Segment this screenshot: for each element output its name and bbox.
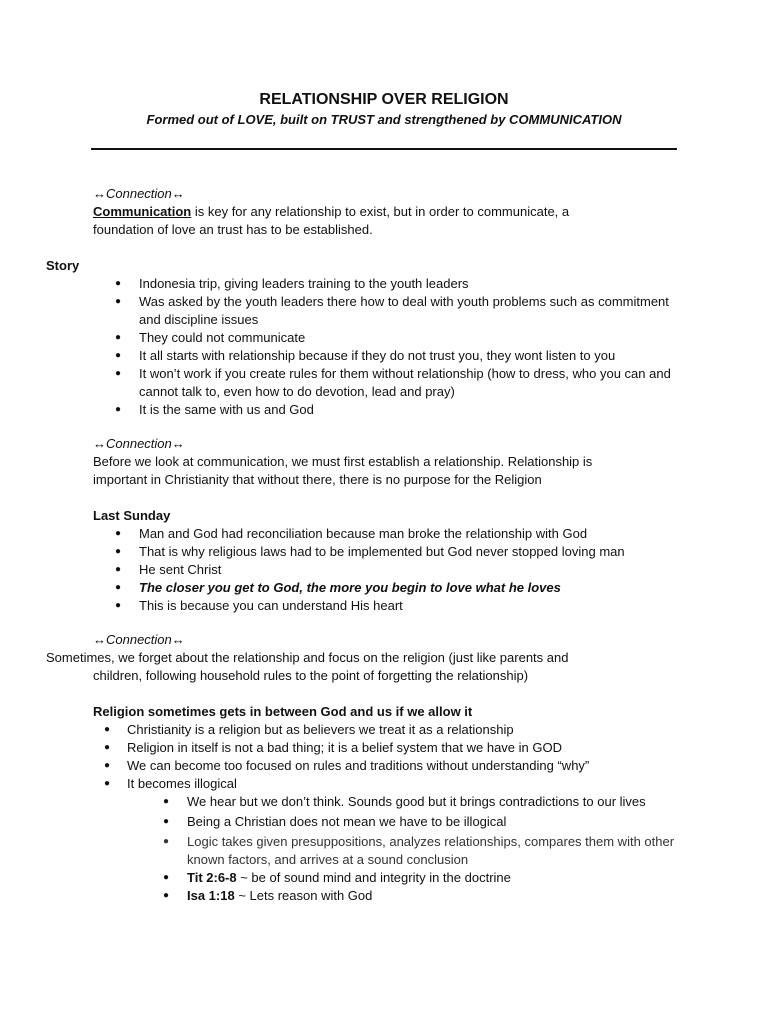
- list-item: ● We can become too focused on rules and traditions without understanding “why”: [93, 757, 693, 775]
- paragraph-communication: [93, 203, 683, 221]
- list-item: ● Indonesia trip, giving leaders training to the youth leaders: [93, 275, 693, 293]
- list-item: ● Religion in itself is not a bad thing; it is a belief system that we have in GOD: [93, 739, 693, 757]
- connection-label: ↔Connection↔: [93, 186, 185, 201]
- connection-label: ↔Connection↔: [93, 632, 185, 647]
- sub-list-item: ● Logic takes given presuppositions, analyzes relationships, compares them with other known factors, and arrives at a sound conclusion: [93, 833, 693, 869]
- scripture-ref: Isa 1:18: [187, 888, 235, 903]
- list-item: ● Christianity is a religion but as believers we treat it as a relationship: [93, 721, 693, 739]
- last-sunday-list: [93, 525, 693, 615]
- paragraph-text: Before we look at communication, we must first establish a relationship. Relationship is: [93, 454, 593, 469]
- scripture-text: ~ Lets reason with God: [234, 888, 373, 903]
- list-item: ● That is why religious laws had to be implemented but God never stopped loving man: [93, 543, 693, 561]
- page-subtitle: Formed out of LOVE, built on TRUST and strengthened by COMMUNICATION: [146, 112, 622, 127]
- sub-list-item: [93, 887, 693, 905]
- list-item: ● He sent Christ: [93, 561, 693, 579]
- story-heading: Story: [46, 258, 80, 273]
- paragraph-text: Sometimes, we forget about the relationship and focus on the religion (just like parents and: [46, 650, 569, 665]
- sub-list-item: ● Being a Christian does not mean we have to be illogical: [93, 813, 693, 831]
- paragraph-text: important in Christianity that without there, there is no purpose for the Religion: [93, 472, 542, 487]
- list-item: ● It won’t work if you create rules for them without relationship (how to dress, who you can and cannot talk to, even how to do devotion, lead and pray): [93, 365, 693, 401]
- list-item-emphasis: ● The closer you get to God, the more you begin to love what he loves: [93, 579, 693, 597]
- paragraph-text: foundation of love an trust has to be established.: [93, 222, 373, 237]
- keyword-communication: Communication: [93, 204, 192, 219]
- last-sunday-heading: Last Sunday: [93, 508, 171, 523]
- sub-list-item: [93, 869, 693, 887]
- list-item: ● It becomes illogical: [93, 775, 693, 793]
- scripture-ref: Tit 2:6-8: [187, 870, 237, 885]
- list-item: ● It all starts with relationship because if they do not trust you, they wont listen to you: [93, 347, 693, 365]
- religion-heading: Religion sometimes gets in between God and us if we allow it: [93, 704, 473, 719]
- scripture-text: ~ be of sound mind and integrity in the doctrine: [236, 870, 511, 885]
- title-divider: [91, 148, 677, 150]
- story-list: [93, 275, 693, 419]
- paragraph-text: is key for any relationship to exist, but in order to communicate, a: [191, 204, 570, 219]
- list-item: ● Man and God had reconciliation because man broke the relationship with God: [93, 525, 693, 543]
- sub-list-item: ● We hear but we don’t think. Sounds good but it brings contradictions to our lives: [93, 793, 693, 811]
- page-title: RELATIONSHIP OVER RELIGION: [259, 91, 509, 108]
- list-item: ● It is the same with us and God: [93, 401, 693, 419]
- section-communication: [93, 185, 683, 239]
- list-item: ● This is because you can understand His heart: [93, 597, 693, 615]
- religion-list: [93, 721, 693, 793]
- paragraph-text: children, following household rules to the point of forgetting the relationship): [93, 668, 529, 683]
- list-item: ● They could not communicate: [93, 329, 693, 347]
- list-item: ● Was asked by the youth leaders there how to deal with youth problems such as commitment and discipline issues: [93, 293, 693, 329]
- connection-label: ↔Connection↔: [93, 436, 185, 451]
- section-relationship: [93, 435, 683, 489]
- religion-sublist: [93, 793, 693, 905]
